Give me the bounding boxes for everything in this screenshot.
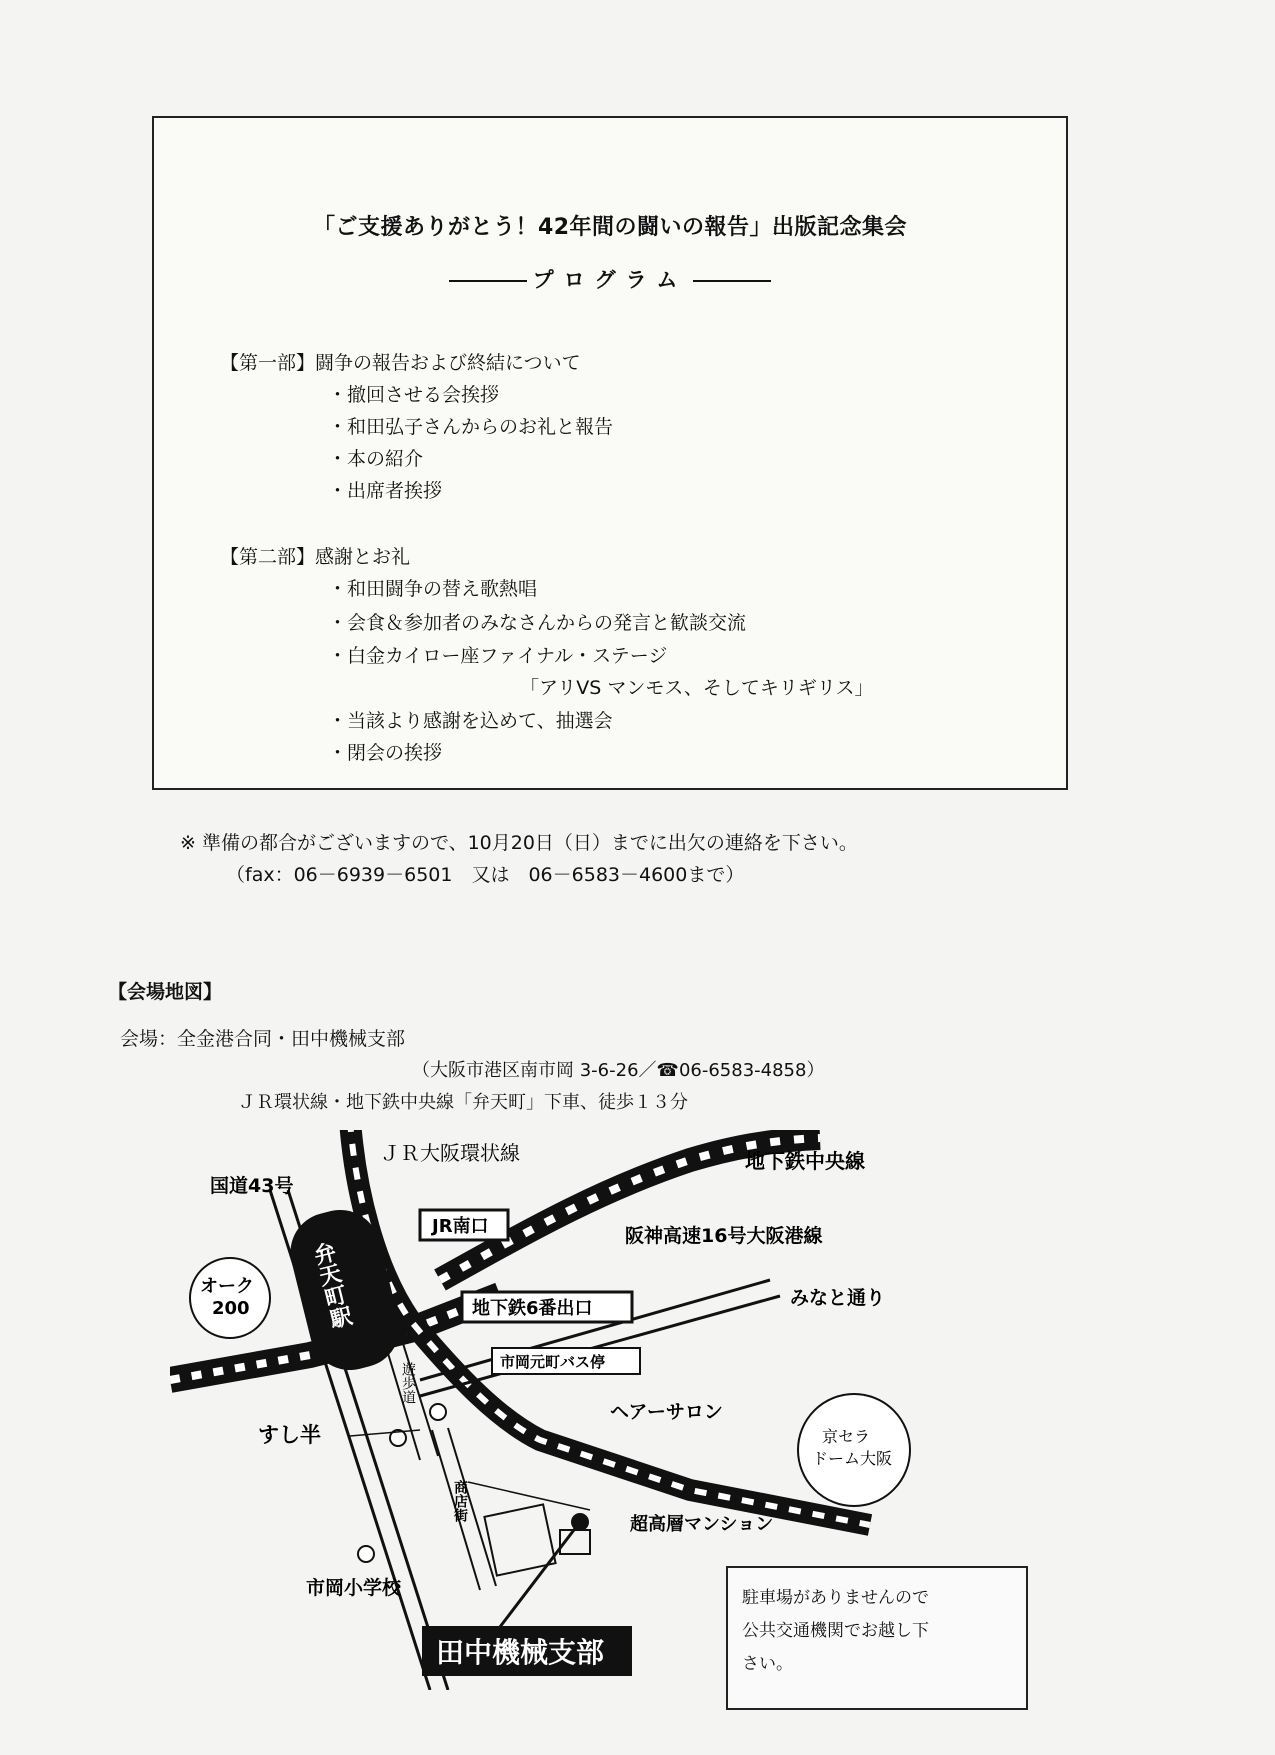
parking-line3: さい。	[742, 1654, 793, 1674]
part2-item: ・白金カイロー座ファイナル・ステージ	[328, 645, 668, 667]
part1-item: ・本の紹介	[328, 448, 424, 470]
part2-item: ・和田闘争の替え歌熱唱	[328, 578, 538, 600]
part2-item-quote: 「アリVS マンモス、そしてキリギリス」	[520, 677, 874, 699]
parking-line1: 駐車場がありませんので	[742, 1588, 929, 1608]
label-sushi: すし半	[258, 1423, 321, 1447]
label-oak: オーク	[200, 1276, 254, 1297]
label-oak-num: 200	[212, 1298, 250, 1319]
label-school: 市岡小学校	[306, 1577, 402, 1599]
parking-line2: 公共交通機関でお越し下	[742, 1621, 929, 1641]
venue-access: ＪＲ環状線・地下鉄中央線「弁天町」下車、徒歩１３分	[238, 1092, 688, 1113]
label-walkway: 遊歩道	[400, 1362, 416, 1404]
part1-item: ・撤回させる会挨拶	[328, 384, 500, 406]
part2-heading: 【第二部】感謝とお礼	[220, 546, 411, 568]
notice-line2: （fax：06－6939－6501 又は 06－6583－4600まで）	[226, 864, 745, 886]
program-title: 「ご支援ありがとう！42年間の闘いの報告」出版記念集会	[312, 215, 908, 240]
parking-note	[726, 1566, 1028, 1710]
label-minato: みなと通り	[790, 1287, 886, 1309]
part2-item: ・会食＆参加者のみなさんからの発言と歓談交流	[328, 612, 747, 634]
label-bus-stop: 市岡元町バス停	[500, 1353, 606, 1371]
label-subway-exit: 地下鉄6番出口	[472, 1298, 593, 1319]
part2-item: ・閉会の挨拶	[328, 742, 443, 764]
label-hanshin: 阪神高速16号大阪港線	[625, 1225, 823, 1247]
part1-item: ・和田弘子さんからのお礼と報告	[328, 416, 614, 438]
label-shotengai: 商店街	[452, 1480, 468, 1522]
label-route43: 国道43号	[210, 1175, 294, 1197]
venue-name: 会場：全金港合同・田中機械支部	[120, 1028, 406, 1050]
part1-heading: 【第一部】闘争の報告および終結について	[220, 352, 581, 374]
part1-item: ・出席者挨拶	[328, 480, 443, 502]
label-hair-salon: ヘアーサロン	[610, 1401, 723, 1423]
notice-line1: ※ 準備の都合がございますので、10月20日（日）までに出欠の連絡を下さい。	[180, 832, 858, 854]
label-subway-chuo: 地下鉄中央線	[745, 1149, 865, 1173]
label-jr-south-exit: JR南口	[432, 1216, 489, 1237]
label-kyocera2: ドーム大阪	[812, 1449, 893, 1468]
venue-address: （大阪市港区南市岡 3-6-26／☎06-6583-4858）	[412, 1060, 825, 1081]
part2-item: ・当該より感謝を込めて、抽選会	[328, 710, 613, 732]
label-jr-loop: ＪＲ大阪環状線	[380, 1141, 520, 1165]
program-subtitle: プログラム	[154, 264, 1066, 294]
venue-heading: 【会場地図】	[108, 981, 223, 1003]
label-destination: 田中機械支部	[436, 1636, 605, 1669]
label-station: 弁天町駅	[308, 1239, 354, 1332]
program-box	[152, 116, 1068, 790]
label-mansion: 超高層マンション	[630, 1514, 774, 1535]
label-kyocera1: 京セラ	[822, 1427, 871, 1446]
